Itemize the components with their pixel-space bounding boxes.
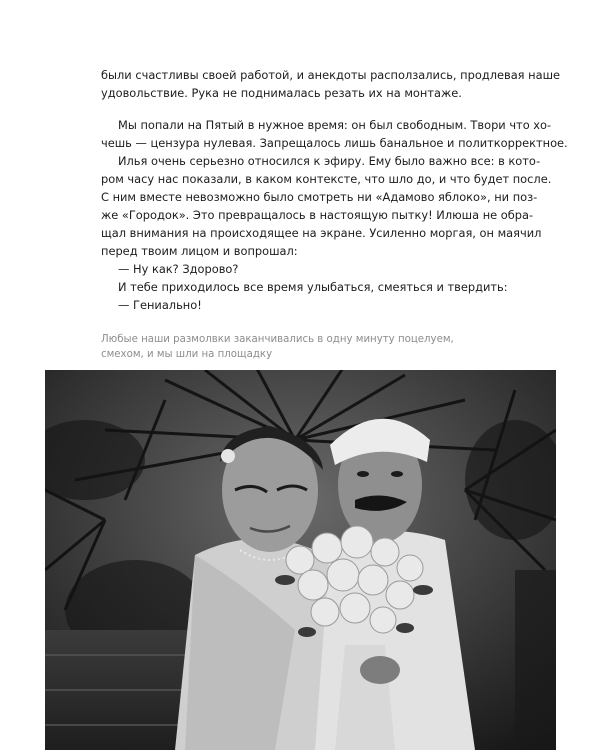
- photo-illustration: [45, 370, 556, 750]
- caption-line-2: смехом, и мы шли на площадку: [101, 349, 273, 360]
- dialogue-line: — Гениально!: [118, 298, 202, 312]
- photo-caption: [101, 332, 521, 362]
- text-line: же «Городок». Это превращалось в настоящую пытку! Илюша не обра-: [101, 208, 534, 222]
- text-line: Илья очень серьезно относился к эфиру. Ему было важно все: в котo-: [118, 154, 541, 168]
- text-line: перед твоим лицом и вопрошал:: [101, 244, 298, 258]
- text-line: Мы попали на Пятый в нужное время: он был свободным. Твори что хо-: [118, 118, 552, 132]
- text-line: удовольствие. Рука не поднималась резать их на монтаже.: [101, 86, 462, 100]
- paragraph-3: [101, 152, 552, 260]
- right-shadow: [515, 570, 556, 750]
- text-line: И тебе приходилось все время улыбаться, смеяться и твердить:: [118, 280, 508, 294]
- photo: [45, 370, 556, 750]
- paragraph-1: [101, 66, 561, 102]
- text-line: чешь — цензура нулевая. Запрещалось лишь банальное и политкорректное.: [101, 136, 568, 150]
- paragraph-6: [101, 296, 531, 314]
- paragraph-4: [101, 260, 531, 278]
- dialogue-line: — Ну как? Здорово?: [118, 262, 239, 276]
- text-line: щал внимания на происходящее на экране. Усиленно моргая, он маячил: [101, 226, 542, 240]
- caption-line-1: Любые наши размолвки заканчивались в одну минуту поцелуем,: [101, 334, 454, 345]
- body-text: [101, 66, 568, 314]
- paragraph-2: [101, 116, 568, 152]
- text-line: С ним вместе невозможно было смотреть ни «Адамово яблоко», ни поз-: [101, 190, 538, 204]
- paragraph-5: [101, 278, 531, 296]
- text-line: ром часу нас показали, в каком контексте, что шло до, и что будет после.: [101, 172, 552, 186]
- text-line: были счастливы своей работой, и анекдоты расползались, продлевая наше: [101, 68, 561, 82]
